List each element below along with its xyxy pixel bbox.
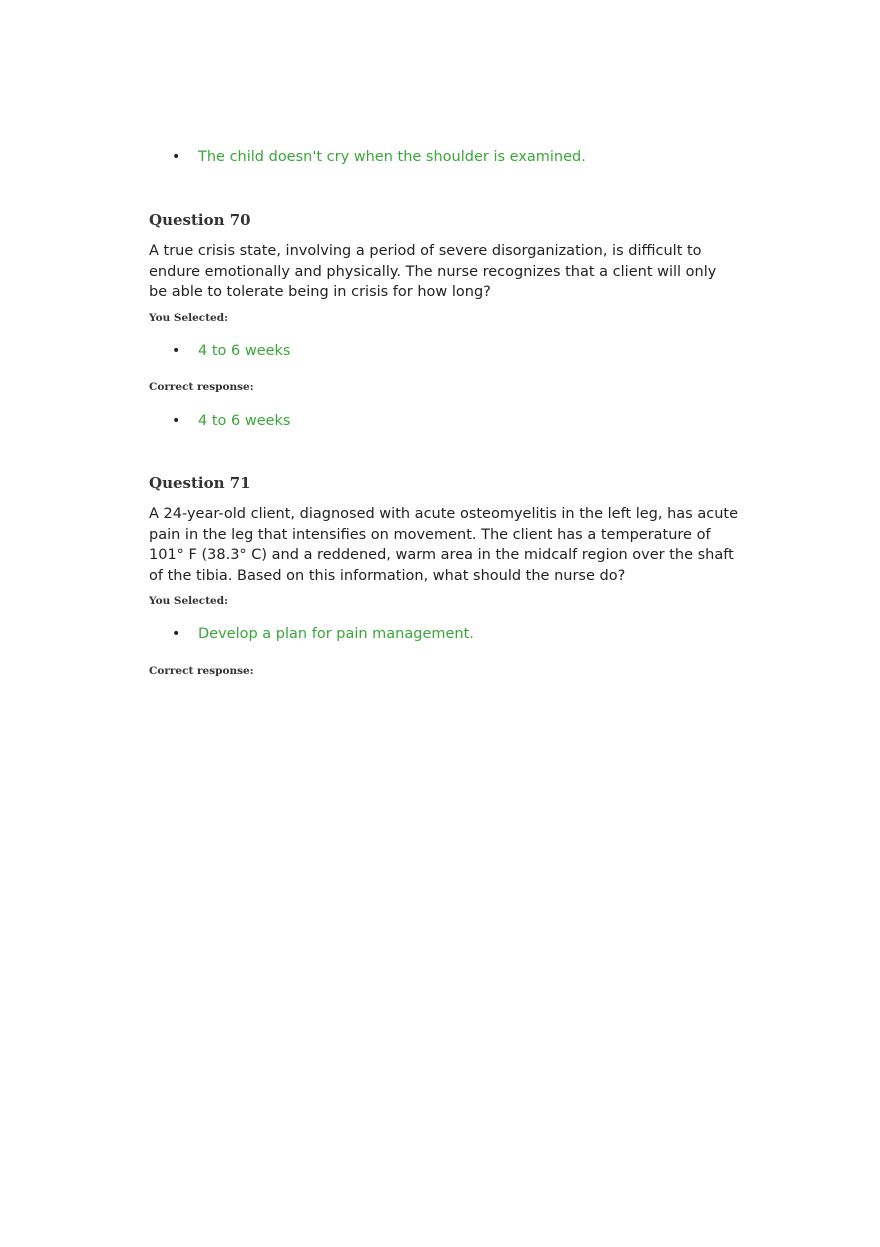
correct-answer-text: 4 to 6 weeks [198,413,291,429]
selected-answer-text: Develop a plan for pain management. [198,626,474,642]
question-71-heading-block [149,474,739,492]
question-70-text-block [149,241,739,303]
question-71-selected-answer [172,626,474,642]
previous-answer-text: The child doesn't cry when the shoulder is examined. [198,149,586,165]
question-heading: Question 70 [149,211,251,229]
bullet-icon: • [172,149,181,165]
question-70-correct-answer [172,413,291,429]
previous-answer-item [172,149,586,165]
question-70-correct-label-block [149,381,739,393]
question-71-selected-label-block [149,595,739,607]
you-selected-label: You Selected: [149,312,228,324]
bullet-icon: • [172,343,181,359]
bullet-icon: • [172,413,181,429]
question-71-correct-label-block [149,665,739,677]
question-70-selected-answer [172,343,291,359]
selected-answer-text: 4 to 6 weeks [198,343,291,359]
question-70-selected-label-block [149,312,739,324]
question-heading: Question 71 [149,474,251,492]
correct-response-label: Correct response: [149,665,254,677]
correct-response-label: Correct response: [149,381,254,393]
question-text: A 24-year-old client, diagnosed with acute osteomyelitis in the left leg, has acute pain in the leg that intensifies on movement. The client has a temperature of 101° F (38.3° C) and a reddened, warm area in the midcalf region over the shaft of the tibia. Based on this information, what should the nurse do? [149,506,738,584]
question-71-text-block [149,504,739,586]
question-text: A true crisis state, involving a period of severe disorganization, is difficult to endure emotionally and physically. The nurse recognizes that a client will only be able to tolerate being in crisis for how long? [149,243,717,300]
bullet-icon: • [172,626,181,642]
question-70-heading-block [149,211,739,229]
you-selected-label: You Selected: [149,595,228,607]
